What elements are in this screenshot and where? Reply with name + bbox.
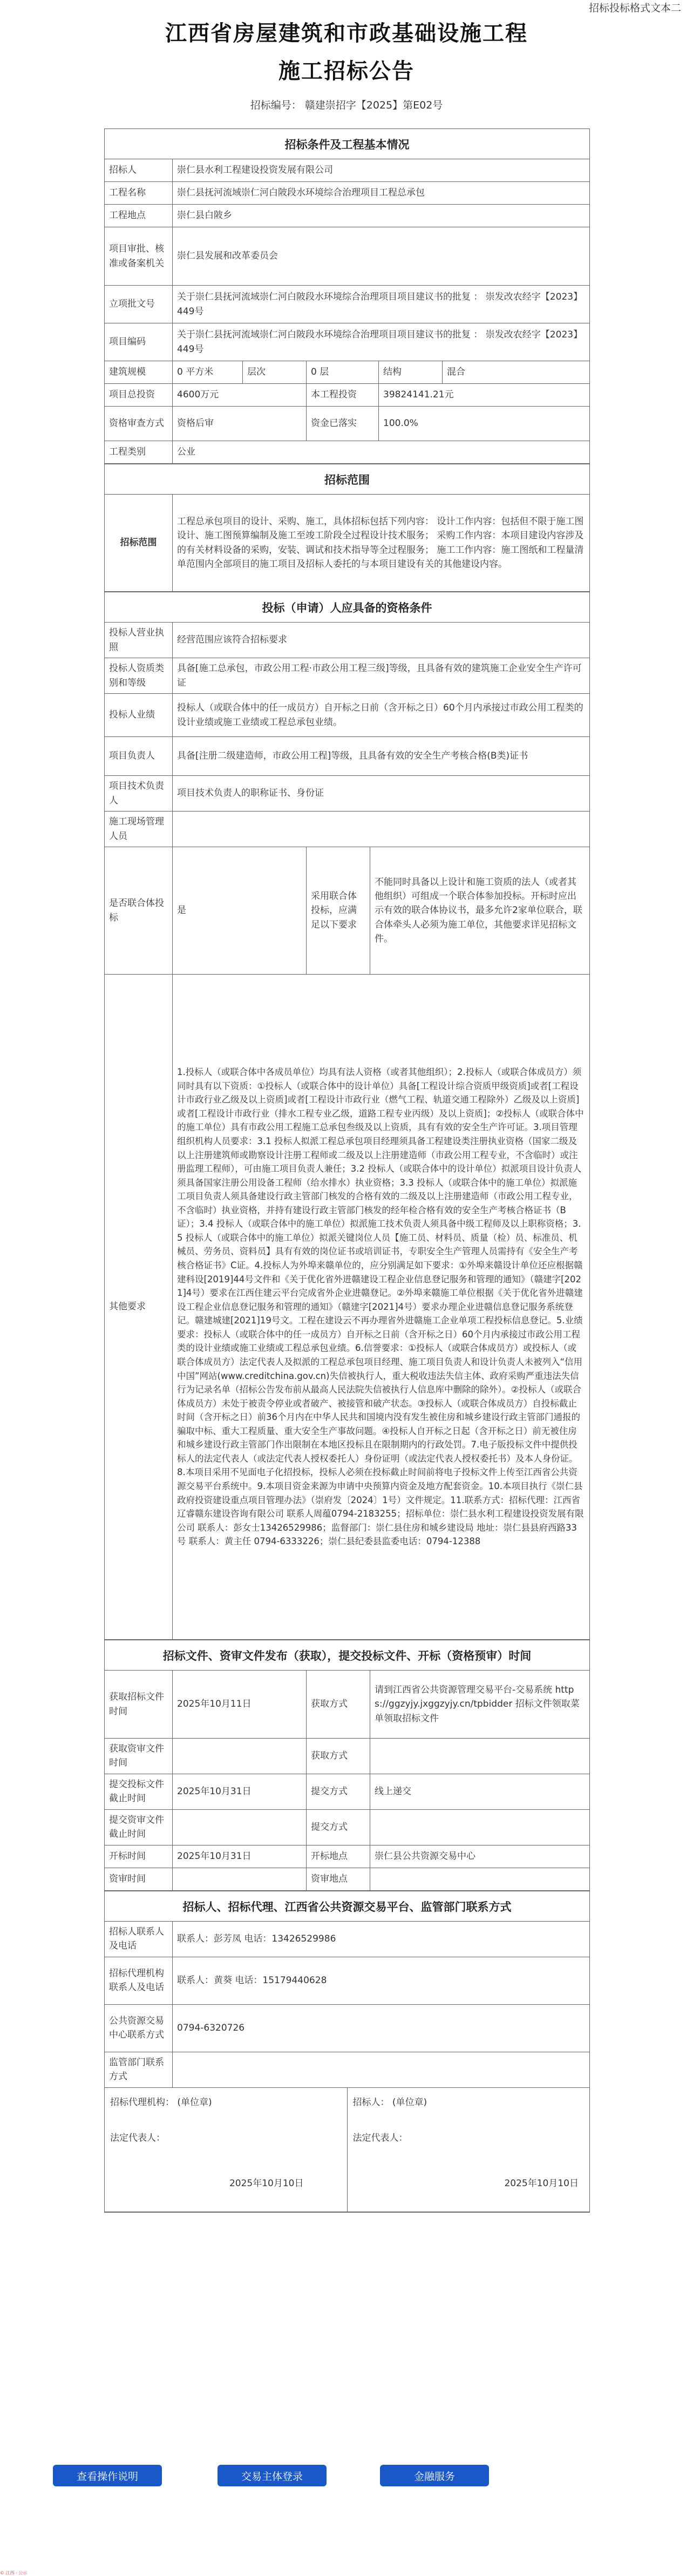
project-name-value: 崇仁县抚河流域崇仁河白陂段水环境综合治理项目工程总承包: [173, 182, 590, 205]
get-bid-time-value: 2025年10月11日: [173, 1671, 307, 1739]
perf-label: 投标人业绩: [105, 694, 173, 737]
supervisor-contact-value: [173, 2052, 590, 2087]
joint-label: 是否联合体投标: [105, 847, 173, 975]
submit-bid-label: 提交投标文件截止时间: [105, 1774, 173, 1809]
section-contacts-heading: 招标人、招标代理、江西省公共资源交易平台、监管部门联系方式: [105, 1891, 589, 1922]
pm-label: 项目负责人: [105, 737, 173, 776]
open-place-label: 开标地点: [307, 1845, 370, 1868]
scope-label: 招标范围: [105, 495, 173, 592]
license-value: 经营范围应该符合招标要求: [173, 623, 590, 658]
tenderer-seal-line: 招标人： (单位章): [352, 2097, 427, 2108]
notice-document: [104, 129, 590, 2213]
category-label: 工程类别: [105, 441, 173, 464]
footer-buttons: [0, 2465, 693, 2492]
signature-table: [104, 2087, 590, 2212]
open-time-value: 2025年10月31日: [173, 1845, 307, 1868]
submit-qual-method-label: 提交方式: [307, 1809, 370, 1845]
schedule-table: [104, 1670, 590, 1891]
tenderer-value: 崇仁县水利工程建设投资发展有限公司: [173, 159, 590, 182]
bid-number: 招标编号： 赣建崇招字【2025】第E02号: [250, 99, 443, 111]
approval-doc-label: 立项批文号: [105, 286, 173, 323]
license-label: 投标人营业执照: [105, 623, 173, 658]
qual-place-label: 资审地点: [307, 1868, 370, 1890]
get-qual-time-label: 获取资审文件时间: [105, 1739, 173, 1774]
get-qual-time-value: [173, 1739, 307, 1774]
agent-contact-value: 联系人：黄葵 电话：15179440628: [173, 1957, 590, 2004]
category-value: 公业: [173, 441, 590, 464]
scale-value: 0 平方米: [173, 361, 243, 384]
agent-rep-line: 法定代表人：: [110, 2133, 165, 2144]
get-bid-time-label: 获取招标文件时间: [105, 1671, 173, 1739]
supervisor-contact-label: 监管部门联系方式: [105, 2052, 173, 2087]
tech-value: 项目技术负责人的职称证书、身份证: [173, 776, 590, 812]
submit-qual-value: [173, 1809, 307, 1845]
agent-signature-block: [105, 2087, 348, 2212]
tech-label: 项目技术负责人: [105, 776, 173, 812]
get-method-label: 获取方式: [307, 1671, 370, 1739]
project-code-label: 项目编码: [105, 323, 173, 361]
location-label: 工程地点: [105, 205, 173, 227]
project-code-value: 关于崇仁县抚河流域崇仁河白陂段水环境综合治理项目项目建议书的批复 ： 崇发改农经字【2023】449号: [173, 323, 590, 361]
joint-req-value: 不能同时具备以上设计和施工资质的法人（或者其他组织）可组成一个联合体参加投标。开标时应出示有效的联合体协议书，最多允许2家单位联合，联合体牵头人必须为施工单位，其他要求详见招标文件。: [370, 847, 590, 975]
basic-info-table: [104, 159, 590, 464]
header-note: 招标投标格式文本二: [588, 2, 681, 14]
other-label: 其他要求: [105, 975, 173, 1640]
agent-seal-line: 招标代理机构： (单位章): [110, 2097, 212, 2108]
funds-ready-label: 资金已落实: [307, 407, 379, 441]
total-invest-value: 4600万元: [173, 384, 307, 407]
open-time-label: 开标时间: [105, 1845, 173, 1868]
location-value: 崇仁县白陂乡: [173, 205, 590, 227]
page-title: 江西省房屋建筑和市政基础设施工程: [165, 21, 528, 46]
get-qual-method-label: 获取方式: [307, 1739, 370, 1774]
scope-table: [104, 494, 590, 592]
floors-label: 层次: [243, 361, 307, 384]
site-value: [173, 812, 590, 847]
footer-mark: © 江西 · 公示: [0, 2571, 28, 2575]
tenderer-contact-label: 招标人联系人及电话: [105, 1921, 173, 1957]
financial-services-button[interactable]: 金融服务: [380, 2465, 489, 2486]
submit-bid-value: 2025年10月31日: [173, 1774, 307, 1809]
agent-date: 2025年10月10日: [229, 2178, 304, 2189]
site-label: 施工现场管理人员: [105, 812, 173, 847]
est-price-value: 39824141.21元: [379, 384, 590, 407]
tenderer-label: 招标人: [105, 159, 173, 182]
cert-value: 具备[施工总承包，市政公用工程·市政公用工程三级]等级，且具备有效的建筑施工企业安全生产许可证: [173, 658, 590, 694]
est-price-label: 本工程投资: [307, 384, 379, 407]
entity-login-button[interactable]: 交易主体登录: [218, 2465, 327, 2486]
submit-qual-method-value: [370, 1809, 590, 1845]
contacts-table: [104, 1921, 590, 2088]
other-value: 1.投标人（或联合体中各成员单位）均具有法人资格（或者其他组织）；2.投标人（或联合体成员方）须同时具有以下资质：①投标人（或联合体中的设计单位）具备[工程设计综合资质甲级资质]或者[工程设计市政行业乙级及以上资质]或者[工程设计市政行业（燃气工程、轨道交通工程除外）乙级及以上资质]或者[工程设计市政行业（排水工程专业乙级，道路工程专业丙级）及以上资质]；②投标人（或联合体中的施工单位）具有市政公用工程施工总承包叁级及以上资质，具有有效的安全生产许可证。3.项目管理组织机构人员要求：3.1 投标人拟派工程总承包项目经理须具备工程建设类注册执业资格（国家二级及以上注册建筑师或勘察设计注册工程师或二级及以上注册建造师（市政公用工程专业，不含临时）或注册监理工程师），可由施工项目负责人兼任；3.2 投标人（或联合体中的设计单位）拟派项目设计负责人须具备国家注册公用设备工程师（给水排水）执业资格；3.3 投标人（或联合体中的施工单位）拟派施工项目负责人须具备建设行政主管部门核发的合格有效的二级及以上注册建造师（市政公用工程专业，不含临时）执业资格，并持有建设行政主管部门核发的经年检合格有效的安全生产考核合格证书（B证）；3.4 投标人（或联合体中的施工单位）拟派施工技术负责人须具备中级工程师及以上职称资格；3.5 投标人（或联合体中的施工单位）拟派关键岗位人员【施工员、材料员、质量（检）员、标准员、机械员、劳务员、资料员】具有有效的岗位证书或培训证书，专职安全生产管理人员需持有《安全生产考核合格证书》C证。4.投标人为外埠来赣单位的，应分别满足如下要求：①外埠来赣设计单位还应根据赣建科设[2019]44号文件和《关于优化省外进赣建设工程企业信息登记服务和管理的通知》（赣建字[2021]4号）要求在江西住建云平台完成省外企业进赣登记。②外埠来赣施工单位根据《关于优化省外进赣建设工程企业信息登记服务和管理的通知》（赣建字[2021]4号）要求办理企业进赣信息登记服务系统登记。赣建城建[2021]19号文。工程在建设云不再办理省外进赣施工企业单项工程投标信息登记。5.业绩要求：投标人（或联合体中的任一成员方）自开标之日前（含开标之日）60个月内承接过市政公用工程类的设计业绩或施工业绩或工程总承包业绩。6.信誉要求：①投标人（或联合体成员方）或投标人（或联合体成员方）法定代表人及拟派的工程总承包项目经理、施工项目负责人和设计负责人未被列入“信用中国”网站(www.creditchina.gov.cn)失信被执行人，重大税收违法失信主体、政府采购严重违法失信行为记录名单（招标公告发布前从最高人民法院失信被执行人信息库中删除的除外）。②投标人（或联合体成员方）未处于被责令停业或者破产、被接管和破产状态。③投标人（或联合体成员方）自投标截止时间（含开标之日）前36个月内在中华人民共和国境内没有发生被住房和城乡建设行政主管部门通报的骗取中标、重大工程质量、重大安全生产事故问题。④投标人自开标之日起（含开标之日）前无被住房和城乡建设行政主管部门作出限制在本地区投标且在限制期内的行政处罚。7.电子版投标文件中提供投标人的法定代表人（或法定代表人授权委托人）身份证明（或法定代表人授权委托书）及本人身份证。8.本项目采用不见面电子化招投标，投标人必须在投标截止时间前将电子投标文件上传至江西省公共资源交易平台系统中。9.本项目资金来源为申请中央预算内资金及地方配套资金。10.本项目执行《崇仁县政府投资建设重点项目管理办法》（崇府发〔2024〕1号）文件规定。11.联系方式：招标代理：江西省辽睿赣东建设咨询有限公司 联系人周蕴0794-2183255；招标单位：崇仁县水利工程建设投资发展有限公司 联系人：彭女士13426529986；监督部门：崇仁县住房和城乡建设局 地址：崇仁县县府西路33号 联系人：黄主任 0794-6333226；崇仁县纪委县监委电话：0794-12388: [173, 975, 590, 1640]
section-basic-heading: 招标条件及工程基本情况: [284, 138, 410, 151]
funding-label: 资格审查方式: [105, 407, 173, 441]
get-qual-method-value: [370, 1739, 590, 1774]
cert-label: 投标人资质类别和等级: [105, 658, 173, 694]
approval-org-label: 项目审批、核准或备案机关: [105, 227, 173, 286]
center-contact-label: 公共资源交易中心联系方式: [105, 2004, 173, 2052]
get-method-value[interactable]: 请到江西省公共资源管理交易平台-交易系统 https://ggzyjy.jxggzyjy.cn/tpbidder 招标文件领取菜单领取招标文件: [370, 1671, 590, 1739]
approval-org-value: 崇仁县发展和改革委员会: [173, 227, 590, 286]
qualification-table: [104, 622, 590, 1640]
approval-doc-value: 关于崇仁县抚河流域崇仁河白陂段水环境综合治理项目项目建议书的批复 ： 崇发改农经字【2023】449号: [173, 286, 590, 323]
agent-contact-label: 招标代理机构联系人及电话: [105, 1957, 173, 2004]
submit-qual-label: 提交资审文件截止时间: [105, 1809, 173, 1845]
tenderer-rep-line: 法定代表人：: [352, 2133, 408, 2144]
page-subtitle: 施工招标公告: [278, 59, 415, 84]
tenderer-signature-block: [347, 2087, 590, 2212]
structure-label: 结构: [379, 361, 443, 384]
joint-value: 是: [173, 847, 307, 975]
operation-guide-button[interactable]: 查看操作说明: [53, 2465, 162, 2486]
funds-ready-value: 100.0%: [379, 407, 590, 441]
qual-time-label: 资审时间: [105, 1868, 173, 1890]
section-scope-heading: 招标范围: [105, 464, 589, 495]
floors-value: 0 层: [307, 361, 379, 384]
submit-method-label: 提交方式: [307, 1774, 370, 1809]
scale-label: 建筑规模: [105, 361, 173, 384]
tenderer-contact-value: 联系人：彭芳凤 电话：13426529986: [173, 1921, 590, 1957]
qual-time-value: [173, 1868, 307, 1890]
qual-place-value: [370, 1868, 590, 1890]
submit-method-value: 线上递交: [370, 1774, 590, 1809]
section-qualification-heading: 投标（申请）人应具备的资格条件: [105, 592, 589, 623]
structure-value: 混合: [443, 361, 590, 384]
open-place-value: 崇仁县公共资源交易中心: [370, 1845, 590, 1868]
section-schedule-heading: 招标文件、资审文件发布（获取），提交投标文件、开标（资格预审）时间: [105, 1640, 589, 1671]
perf-value: 投标人（或联合体中的任一成员方）自开标之日前（含开标之日）60个月内承接过市政公用工程类的设计业绩或施工业绩或工程总承包业绩。: [173, 694, 590, 737]
joint-req-label: 采用联合体投标，应满足以下要求: [307, 847, 370, 975]
project-name-label: 工程名称: [105, 182, 173, 205]
center-contact-value: 0794-6320726: [173, 2004, 590, 2052]
funding-value: 资格后审: [173, 407, 307, 441]
total-invest-label: 项目总投资: [105, 384, 173, 407]
pm-value: 具备[注册二级建造师，市政公用工程]等级，且具备有效的安全生产考核合格(B类)证书: [173, 737, 590, 776]
scope-text: 工程总承包项目的设计、采购、施工，具体招标包括下列内容： 设计工作内容：包括但不限于施工图设计、施工图预算编制及施工至竣工阶段全过程设计技术服务； 采购工作内容：本项目建设内容涉及的有关材料设备的采购，安装、调试和技术指导等全过程服务； 施工工作内容：施工图纸和工程量清单范围内全部项目的施工项目及招标人委托的与本项目建设有关的其他建设内容。: [173, 495, 590, 592]
tenderer-date: 2025年10月10日: [504, 2178, 579, 2189]
